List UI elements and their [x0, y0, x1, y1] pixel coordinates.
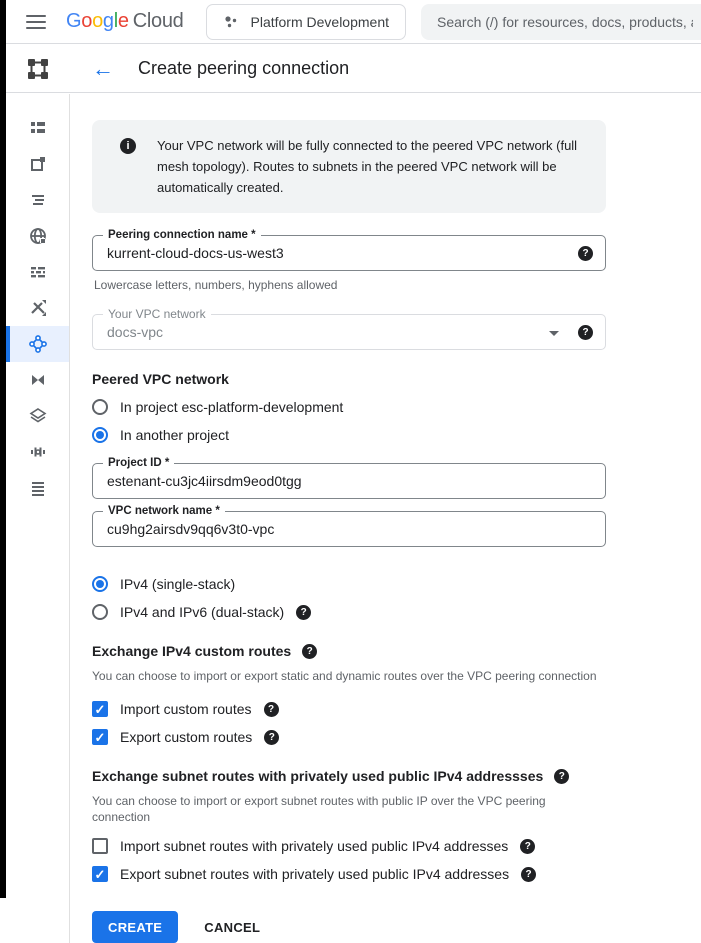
checkbox-checked-icon[interactable]: ✓ [92, 866, 108, 882]
staggered-lines-icon [28, 190, 48, 210]
logo-cloud-text: Cloud [132, 10, 184, 32]
checkbox-unchecked-icon[interactable] [92, 838, 108, 854]
radio-icon[interactable] [92, 399, 108, 415]
checkbox-import-subnet-routes[interactable] [92, 836, 606, 856]
sidebar-item-more[interactable] [6, 470, 69, 506]
subnet-routes-heading: Exchange subnet routes with privately used public IPv4 addressses ? [92, 768, 606, 784]
radio-icon[interactable] [92, 604, 108, 620]
peering-name-label: Peering connection name * [103, 228, 261, 242]
help-icon[interactable]: ? [578, 325, 593, 340]
server-list-icon [28, 118, 48, 138]
search-input[interactable] [421, 14, 701, 30]
logo-letter: e [117, 10, 129, 32]
project-icon [223, 14, 239, 30]
sidebar-item-firewall[interactable] [6, 218, 69, 254]
sidebar-item-serverless-vpc-access[interactable] [6, 398, 69, 434]
peering-name-helper: Lowercase letters, numbers, hyphens allowed [94, 278, 338, 292]
chevron-down-icon[interactable] [549, 331, 559, 336]
page-header [6, 45, 701, 93]
sidebar-item-shared-vpc[interactable] [6, 362, 69, 398]
logo-letter: o [81, 10, 93, 32]
radio-another-project-label: In another project [120, 427, 229, 443]
sidebar-item-vpc-network-peering[interactable] [6, 326, 69, 362]
sidebar-item-packet-mirroring[interactable] [6, 434, 69, 470]
radio-selected-icon[interactable] [92, 427, 108, 443]
form-actions [92, 911, 606, 943]
vpc-network-name-field[interactable] [92, 505, 606, 547]
help-icon[interactable]: ? [264, 702, 279, 717]
your-vpc-network-label: Your VPC network [103, 307, 211, 321]
radio-ipv4-ipv6-dual[interactable] [92, 602, 606, 622]
checkbox-checked-icon[interactable]: ✓ [92, 729, 108, 745]
radio-dual-label: IPv4 and IPv6 (dual-stack) [120, 604, 285, 620]
firewall-bricks-icon [28, 262, 48, 282]
sidebar-item-vpc-routes[interactable] [6, 290, 69, 326]
page-title: Create peering connection [138, 58, 350, 78]
waveform-icon [28, 442, 48, 462]
globe-icon [28, 226, 48, 246]
bowtie-icon [28, 370, 48, 390]
radio-ipv4-single[interactable] [92, 574, 606, 594]
peering-nodes-icon [28, 334, 48, 354]
your-vpc-network-dropdown[interactable] [92, 307, 606, 350]
help-icon[interactable]: ? [296, 605, 311, 620]
custom-routes-description: You can choose to import or export static and dynamic routes over the VPC peering connection [92, 669, 597, 683]
project-selector[interactable] [206, 4, 407, 40]
project-id-field[interactable] [92, 457, 606, 499]
search-bar[interactable] [421, 4, 701, 40]
stacked-lines-icon [28, 478, 48, 498]
your-vpc-network-value: docs-vpc [107, 324, 164, 340]
checkbox-checked-icon[interactable]: ✓ [92, 701, 108, 717]
top-app-bar [6, 0, 701, 44]
back-arrow-icon[interactable]: ← [92, 55, 114, 81]
crossed-arrows-icon [28, 298, 48, 318]
sidebar-item-routes[interactable] [6, 254, 69, 290]
vpc-network-name-label: VPC network name * [103, 504, 225, 518]
radio-ipv4-label: IPv4 (single-stack) [120, 576, 236, 592]
checkbox-export-subnet-routes[interactable] [92, 864, 606, 884]
subnet-routes-description: You can choose to import or export subnet routes with public IP over the VPC peering connection [92, 794, 546, 824]
logo-letter: o [92, 10, 103, 32]
radio-selected-icon[interactable] [92, 576, 108, 592]
project-selector-label: Platform Development [250, 13, 390, 30]
peering-name-field[interactable] [92, 229, 606, 271]
sidebar-item-bring-your-own-ip[interactable] [6, 182, 69, 218]
radio-in-project[interactable] [92, 397, 606, 417]
external-ip-icon [28, 154, 48, 174]
info-banner [92, 120, 606, 213]
logo-letter: g [102, 10, 114, 32]
help-icon[interactable]: ? [264, 730, 279, 745]
sidebar-item-vpc-networks[interactable] [6, 110, 69, 146]
import-subnet-routes-label: Import subnet routes with privately used public IPv4 addresses [120, 838, 509, 854]
layered-diamond-icon [28, 406, 48, 426]
radio-in-project-label: In project esc-platform-development [120, 399, 344, 415]
checkbox-export-custom-routes[interactable] [92, 727, 606, 747]
import-custom-routes-label: Import custom routes [120, 701, 252, 717]
create-button[interactable]: CREATE [92, 911, 178, 943]
info-banner-text: Your VPC network will be fully connected to the peered VPC network (full mesh topology). Routes to subnets in the peered VPC network will be automatically created. [157, 138, 578, 195]
menu-icon[interactable] [26, 15, 46, 29]
custom-routes-heading: Exchange IPv4 custom routes ? [92, 643, 606, 659]
help-icon[interactable]: ? [554, 769, 569, 784]
cancel-button[interactable]: CANCEL [204, 919, 261, 935]
checkbox-import-custom-routes[interactable] [92, 699, 606, 719]
sidebar-nav [6, 94, 70, 943]
sidebar-item-ip-addresses[interactable] [6, 146, 69, 182]
help-icon[interactable]: ? [578, 246, 593, 261]
project-id-label: Project ID * [103, 456, 174, 470]
export-custom-routes-label: Export custom routes [120, 729, 253, 745]
info-icon: i [120, 138, 136, 154]
help-icon[interactable]: ? [521, 867, 536, 882]
peered-vpc-heading: Peered VPC network [92, 371, 229, 387]
vpc-product-icon [6, 56, 70, 82]
radio-another-project[interactable] [92, 425, 606, 445]
logo-letter: G [66, 10, 82, 32]
help-icon[interactable]: ? [520, 839, 535, 854]
export-subnet-routes-label: Export subnet routes with privately used public IPv4 addresses [120, 866, 510, 882]
google-cloud-logo [66, 10, 184, 33]
main-content [70, 94, 701, 943]
help-icon[interactable]: ? [302, 644, 317, 659]
logo-letter: l [113, 10, 118, 32]
